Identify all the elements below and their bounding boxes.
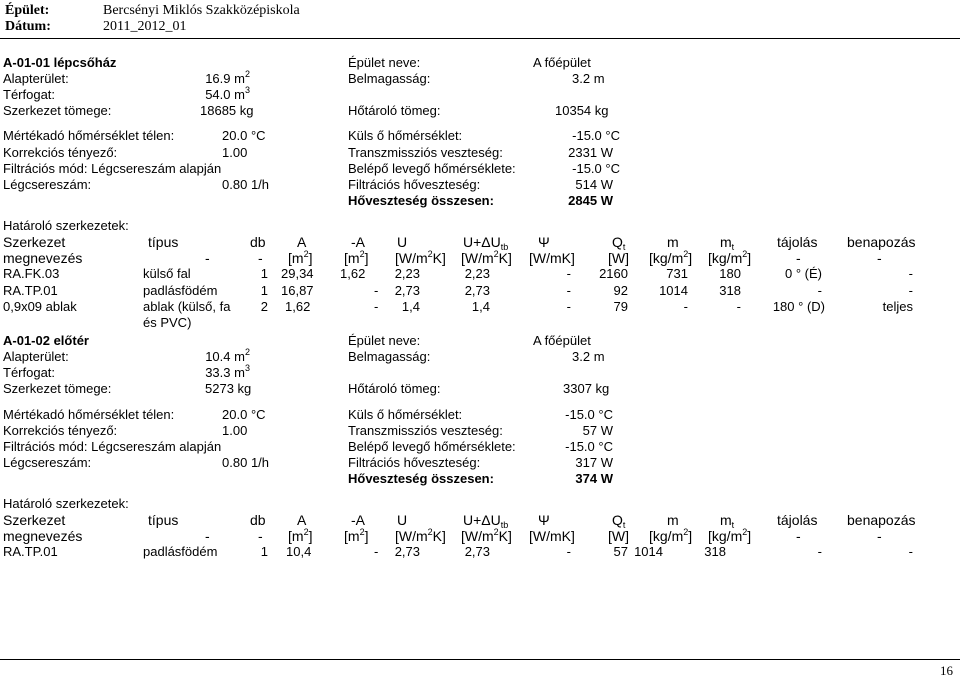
- osszesen-value: 2845 W: [568, 193, 613, 208]
- th-tajolas: tájolás: [777, 234, 818, 250]
- header-divider: [0, 38, 960, 39]
- belepo-label: Belépő levegő hőmérséklete:: [348, 439, 516, 454]
- cell-psi: -: [566, 544, 571, 559]
- cell-code: RA.TP.01: [3, 544, 58, 559]
- hatarolo-label: Határoló szerkezetek:: [3, 496, 129, 511]
- cell-code: RA.TP.01: [3, 283, 58, 298]
- th-unit: [W]: [608, 250, 629, 266]
- cell-db: 1: [260, 544, 268, 559]
- cell-db: 1: [260, 283, 268, 298]
- th-db: db: [250, 512, 266, 528]
- filtracios-mod: Filtrációs mód: Légcsereszám alapján: [3, 161, 222, 176]
- cell-u: 2,23: [394, 266, 420, 281]
- belmagassag-label: Belmagasság:: [348, 71, 431, 86]
- th-unit: $[kg/m^2]$: [649, 249, 693, 266]
- filtracios-ho-value: 514 W: [575, 177, 613, 192]
- th-unit: -: [796, 250, 801, 266]
- building-label: Épület:: [5, 3, 50, 18]
- cell-tajolas: -: [817, 544, 822, 559]
- cell-psi: -: [566, 283, 571, 298]
- th-unit: $[m^2]$: [288, 249, 313, 266]
- belmagassag-label: Belmagasság:: [348, 349, 431, 364]
- th-unit: $[m^2]$: [344, 527, 369, 544]
- cell-benapozas: -: [908, 544, 913, 559]
- th-u: U: [397, 234, 408, 250]
- mertekado-label: Mértékadó hőmérséklet télen:: [3, 407, 175, 422]
- tomeg-label: Szerkezet tömege:: [3, 103, 112, 118]
- th-unit: -: [205, 528, 210, 544]
- belmagassag-value: 3.2 m: [572, 349, 605, 364]
- th-unit: [W]: [608, 528, 629, 544]
- th-unit: -: [258, 250, 263, 266]
- th-tipus: típus: [148, 234, 179, 250]
- alapterulet-value: 10.4 $m^2$: [205, 347, 250, 364]
- th-unit: $[m^2]$: [288, 527, 313, 544]
- mertekado-value: 20.0 °C: [222, 128, 266, 143]
- alapterulet-label: Alapterület:: [3, 71, 69, 86]
- th-a: A: [297, 512, 307, 528]
- th-unit: [W/mK]: [529, 250, 575, 266]
- cell-type: padlásfödém: [143, 283, 218, 298]
- th-unit: -: [877, 250, 882, 266]
- korrekcios-label: Korrekciós tényező:: [3, 145, 118, 160]
- legcsereszam-label: Légcsereszám:: [3, 455, 92, 470]
- osszesen-value: 374 W: [575, 471, 613, 486]
- th-db: db: [250, 234, 266, 250]
- terfogat-label: Térfogat:: [3, 87, 56, 102]
- th-unit: $[m^2]$: [344, 249, 369, 266]
- filtracios-ho-label: Filtrációs hőveszteség:: [348, 455, 481, 470]
- kulso-value: -15.0 °C: [572, 128, 620, 143]
- cell-m: 1014: [634, 544, 663, 559]
- transzmisszios-label: Transzmissziós veszteség:: [348, 423, 503, 438]
- cell-m: -: [683, 299, 688, 314]
- cell-minus-a: 1,62: [340, 266, 366, 281]
- belepo-value: -15.0 °C: [572, 161, 620, 176]
- th-qt: $Q_t$: [612, 512, 626, 530]
- cell-udu: 1,4: [471, 299, 490, 314]
- terfogat-label: Térfogat:: [3, 365, 56, 380]
- cell-mt: 318: [719, 283, 741, 298]
- th-a: A: [297, 234, 307, 250]
- cell-db: 1: [260, 266, 268, 281]
- tomeg-value: 18685 kg: [200, 103, 254, 118]
- th-psi: Ψ: [538, 234, 550, 250]
- cell-tajolas: 180 ° (D): [772, 299, 825, 314]
- hatarolo-label: Határoló szerkezetek:: [3, 218, 129, 233]
- th-benapozas: benapozás: [847, 234, 916, 250]
- belepo-value: -15.0 °C: [565, 439, 613, 454]
- building-value: Bercsényi Miklós Szakközépiskola: [103, 3, 300, 18]
- cell-qt: 79: [613, 299, 628, 314]
- cell-type: padlásfödém: [143, 544, 218, 559]
- cell-tajolas: 0 ° (É): [785, 266, 822, 281]
- cell-minus-a: -: [374, 299, 379, 314]
- alapterulet-label: Alapterület:: [3, 349, 69, 364]
- osszesen-label: Hőveszteség összesen:: [348, 193, 494, 208]
- legcsereszam-label: Légcsereszám:: [3, 177, 92, 192]
- th-tipus: típus: [148, 512, 179, 528]
- filtracios-ho-label: Filtrációs hőveszteség:: [348, 177, 481, 192]
- th-unit: $[W/m^2K]$: [395, 249, 446, 266]
- cell-m: 731: [666, 266, 688, 281]
- th-unit: $[kg/m^2]$: [708, 527, 752, 544]
- th-unit: -: [258, 528, 263, 544]
- th-unit: -: [796, 528, 801, 544]
- cell-type-cont: és PVC): [143, 315, 192, 330]
- th-u-du: $U+\Delta U_{tb}$: [463, 234, 509, 252]
- cell-code: RA.FK.03: [3, 266, 60, 281]
- th-mt: $m_t$: [720, 512, 735, 530]
- transzmisszios-label: Transzmissziós veszteség:: [348, 145, 503, 160]
- tomeg-label: Szerkezet tömege:: [3, 381, 112, 396]
- room-title: A-01-01 lépcsőház: [3, 55, 117, 70]
- th-unit: $[kg/m^2]$: [708, 249, 752, 266]
- korrekcios-value: 1.00: [222, 145, 248, 160]
- cell-m: 1014: [659, 283, 688, 298]
- legcsereszam-value: 0.80 1/h: [222, 455, 270, 470]
- th-megnevezes: megnevezés: [3, 528, 83, 544]
- tomeg-value: 5273 kg: [205, 381, 252, 396]
- kulso-label: Küls ő hőmérséklet:: [348, 407, 463, 422]
- th-minus-a: -A: [351, 234, 365, 250]
- filtracios-mod: Filtrációs mód: Légcsereszám alapján: [3, 439, 222, 454]
- th-psi: Ψ: [538, 512, 550, 528]
- th-m: m: [667, 234, 679, 250]
- cell-a: 16,87: [281, 283, 314, 298]
- th-szerkezet: Szerkezet: [3, 234, 66, 250]
- cell-qt: 92: [613, 283, 628, 298]
- cell-psi: -: [566, 299, 571, 314]
- footer-divider: [0, 659, 960, 660]
- cell-udu: 2,23: [464, 266, 490, 281]
- th-tajolas: tájolás: [777, 512, 818, 528]
- cell-a: 29,34: [281, 266, 314, 281]
- th-minus-a: -A: [351, 512, 365, 528]
- cell-u: 1,4: [401, 299, 420, 314]
- cell-mt: 318: [704, 544, 726, 559]
- cell-qt: 57: [613, 544, 628, 559]
- cell-type: ablak (külső, fa: [143, 299, 231, 314]
- th-u: U: [397, 512, 408, 528]
- epulet-neve-label: Épület neve:: [348, 333, 421, 348]
- date-label: Dátum:: [5, 19, 51, 34]
- th-benapozas: benapozás: [847, 512, 916, 528]
- korrekcios-value: 1.00: [222, 423, 248, 438]
- epulet-neve-value: A főépület: [533, 333, 591, 348]
- th-u-du: $U+\Delta U_{tb}$: [463, 512, 509, 530]
- cell-u: 2,73: [394, 544, 420, 559]
- th-qt: $Q_t$: [612, 234, 626, 252]
- epulet-neve-value: A főépület: [533, 55, 591, 70]
- belmagassag-value: 3.2 m: [572, 71, 605, 86]
- th-unit: $[kg/m^2]$: [649, 527, 693, 544]
- th-unit: $[W/m^2K]$: [461, 527, 512, 544]
- korrekcios-label: Korrekciós tényező:: [3, 423, 118, 438]
- page-number: 16: [940, 663, 953, 678]
- cell-qt: 2160: [599, 266, 628, 281]
- th-unit: -: [205, 250, 210, 266]
- kulso-value: -15.0 °C: [565, 407, 613, 422]
- transzmisszios-value: 57 W: [582, 423, 613, 438]
- cell-type: külső fal: [143, 266, 191, 281]
- th-unit: $[W/m^2K]$: [461, 249, 512, 266]
- cell-udu: 2,73: [464, 283, 490, 298]
- cell-mt: 180: [719, 266, 741, 281]
- hotarolo-label: Hőtároló tömeg:: [348, 103, 441, 118]
- cell-benapozas: -: [908, 266, 913, 281]
- cell-minus-a: -: [374, 544, 379, 559]
- hotarolo-value: 3307 kg: [563, 381, 610, 396]
- th-unit: [W/mK]: [529, 528, 575, 544]
- osszesen-label: Hőveszteség összesen:: [348, 471, 494, 486]
- cell-benapozas: teljes: [882, 299, 913, 314]
- cell-db: 2: [260, 299, 268, 314]
- cell-psi: -: [566, 266, 571, 281]
- epulet-neve-label: Épület neve:: [348, 55, 421, 70]
- room-title: A-01-02 előtér: [3, 333, 89, 348]
- cell-a: 10,4: [286, 544, 312, 559]
- th-mt: $m_t$: [720, 234, 735, 252]
- legcsereszam-value: 0.80 1/h: [222, 177, 270, 192]
- terfogat-value: 33.3 $m^3$: [205, 363, 250, 380]
- filtracios-ho-value: 317 W: [575, 455, 613, 470]
- th-megnevezes: megnevezés: [3, 250, 83, 266]
- kulso-label: Küls ő hőmérséklet:: [348, 128, 463, 143]
- th-szerkezet: Szerkezet: [3, 512, 66, 528]
- mertekado-label: Mértékadó hőmérséklet télen:: [3, 128, 175, 143]
- cell-tajolas: -: [817, 283, 822, 298]
- cell-a: 1,62: [285, 299, 311, 314]
- cell-mt: -: [736, 299, 741, 314]
- hotarolo-value: 10354 kg: [555, 103, 609, 118]
- alapterulet-value: 16.9 $m^2$: [205, 69, 250, 86]
- cell-code: 0,9x09 ablak: [3, 299, 77, 314]
- cell-u: 2,73: [394, 283, 420, 298]
- belepo-label: Belépő levegő hőmérséklete:: [348, 161, 516, 176]
- mertekado-value: 20.0 °C: [222, 407, 266, 422]
- th-unit: -: [877, 528, 882, 544]
- cell-benapozas: -: [908, 283, 913, 298]
- terfogat-value: 54.0 $m^3$: [205, 85, 250, 102]
- cell-udu: 2,73: [464, 544, 490, 559]
- transzmisszios-value: 2331 W: [568, 145, 613, 160]
- date-value: 2011_2012_01: [103, 19, 187, 34]
- th-m: m: [667, 512, 679, 528]
- hotarolo-label: Hőtároló tömeg:: [348, 381, 441, 396]
- th-unit: $[W/m^2K]$: [395, 527, 446, 544]
- cell-minus-a: -: [374, 283, 379, 298]
